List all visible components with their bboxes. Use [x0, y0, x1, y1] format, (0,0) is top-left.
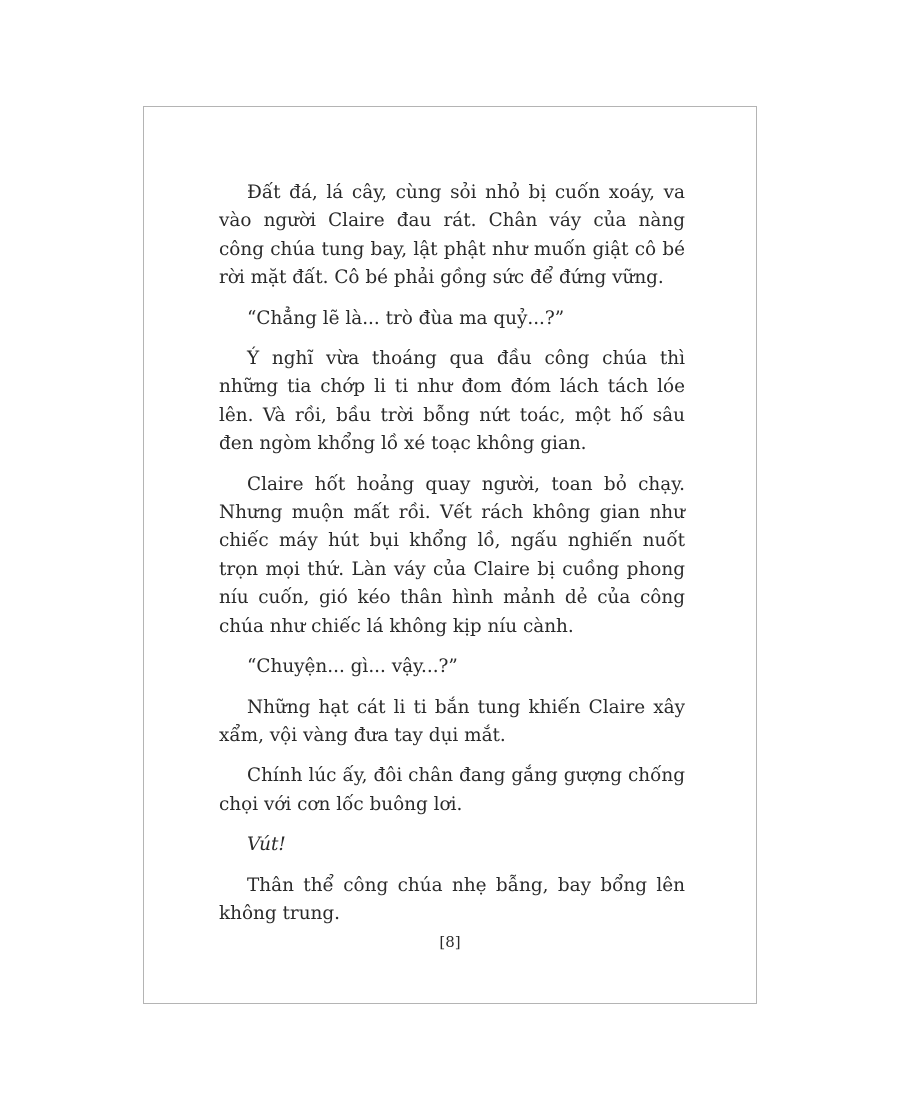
- page-body: [219, 179, 685, 940]
- paragraph: “Chẳng lẽ là... trò đùa ma quỷ...?”: [247, 307, 565, 329]
- page-number: [8]: [439, 933, 461, 951]
- paragraph: Ý nghĩ vừa thoáng qua đầu công chúa thì những tia chớp li ti như đom đóm lách tách lóe lên. Và rồi, bầu trời bỗng nứt toác, một hố sâu đen ngòm khổng lồ xé toạc không gian.: [219, 348, 685, 455]
- paragraph: Claire hốt hoảng quay người, toan bỏ chạy. Nhưng muộn mất rồi. Vết rách không gian như chiếc máy hút bụi khổng lồ, ngấu nghiến nuốt trọn mọi thứ. Làn váy của Claire bị cuồng phong níu cuốn, gió kéo thân hình mảnh dẻ của công chúa như chiếc lá không kịp níu cành.: [219, 473, 685, 637]
- paragraph: Vút!: [247, 834, 286, 856]
- paragraph: Thân thể công chúa nhẹ bẫng, bay bổng lên không trung.: [219, 874, 685, 924]
- paragraph: Chính lúc ấy, đôi chân đang gắng gượng chống chọi với cơn lốc buông lơi.: [219, 765, 685, 815]
- paragraph: Đất đá, lá cây, cùng sỏi nhỏ bị cuốn xoáy, va vào người Claire đau rát. Chân váy của nàng công chúa tung bay, lật phật như muốn giật cô bé rời mặt đất. Cô bé phải gồng sức để đứng vững.: [219, 182, 685, 289]
- paragraph: Những hạt cát li ti bắn tung khiến Claire xây xẩm, vội vàng đưa tay dụi mắt.: [219, 696, 685, 746]
- paragraph: “Chuyện... gì... vậy...?”: [247, 656, 458, 678]
